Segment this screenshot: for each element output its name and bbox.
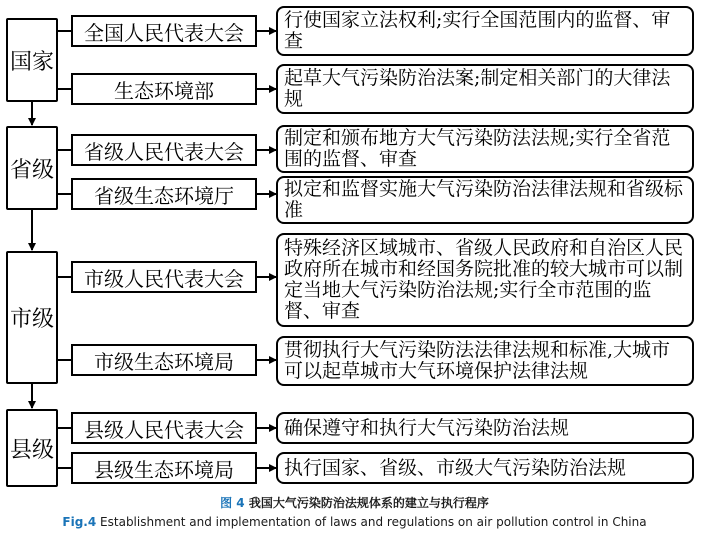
desc-text: 执行国家、省级、市级大气污染防治法规: [284, 456, 627, 479]
desc-text: 行使国家立法权利;实行全国范围内的监督、审查: [284, 9, 671, 52]
org-box-county-congress: [71, 412, 257, 444]
figure-title-en: Establishment and implementation of laws and regulations on air pollution control in China: [100, 515, 647, 529]
desc-text: 特殊经济区域城市、省级人民政府和自治区人民政府所在城市和经国务院批准的较大城市可以制定当地大气污染防治法规;实行全市范围的监督、审查: [284, 237, 684, 322]
org-box-county-env-bureau: [71, 452, 257, 484]
desc-box-municipal-env-bureau: [276, 336, 694, 386]
level-county-label: 县级: [9, 437, 54, 463]
level-national: [6, 18, 58, 102]
figure-title-cn: 我国大气污染防治法规体系的建立与执行程序: [248, 496, 489, 510]
desc-box-provincial-congress: [276, 125, 694, 173]
org-box-mee: [71, 73, 257, 105]
org-label: 市级人民代表大会: [84, 266, 244, 291]
desc-box-npc: [276, 6, 694, 56]
desc-box-county-env-bureau: [276, 452, 694, 484]
figure-label-en: Fig.4: [62, 515, 97, 529]
level-national-label: 国家: [9, 49, 54, 75]
level-city: [6, 251, 58, 384]
desc-box-mee: [276, 64, 694, 114]
org-box-municipal-congress: [71, 261, 257, 293]
figure-label-cn: 图 4: [220, 496, 245, 510]
level-province: [6, 126, 58, 210]
org-label: 县级生态环境局: [94, 457, 234, 482]
level-city-label: 市级: [9, 307, 54, 332]
level-county: [6, 409, 58, 487]
org-label: 全国人民代表大会: [84, 20, 244, 45]
desc-text: 贯彻执行大气污染防法法律法规和标准,大城市可以起草城市大气环境保护法律法规: [284, 339, 671, 382]
org-label: 县级人民代表大会: [84, 417, 244, 442]
org-box-provincial-congress: [71, 134, 257, 166]
org-box-npc: [71, 15, 257, 47]
org-box-provincial-env-dept: [71, 178, 257, 210]
desc-box-county-congress: [276, 412, 694, 444]
org-label: 市级生态环境局: [94, 349, 234, 374]
figure-caption-cn: [0, 494, 709, 511]
level-province-label: 省级: [9, 157, 54, 183]
org-box-municipal-env-bureau: [71, 344, 257, 376]
org-label: 省级生态环境厅: [94, 183, 234, 208]
org-label: 生态环境部: [114, 78, 214, 103]
desc-box-provincial-env-dept: [276, 176, 694, 224]
desc-text: 起草大气污染防治法案;制定相关部门的大律法规: [284, 67, 671, 110]
desc-box-municipal-congress: [276, 233, 694, 327]
org-label: 省级人民代表大会: [84, 139, 244, 164]
desc-text: 拟定和监督实施大气污染防治法律法规和省级标准: [284, 178, 684, 221]
figure-caption-en: [0, 515, 709, 529]
desc-text: 制定和颁布地方大气污染防法法规;实行全省范围的监督、审查: [284, 127, 671, 170]
desc-text: 确保遵守和执行大气污染防治法规: [284, 416, 570, 439]
